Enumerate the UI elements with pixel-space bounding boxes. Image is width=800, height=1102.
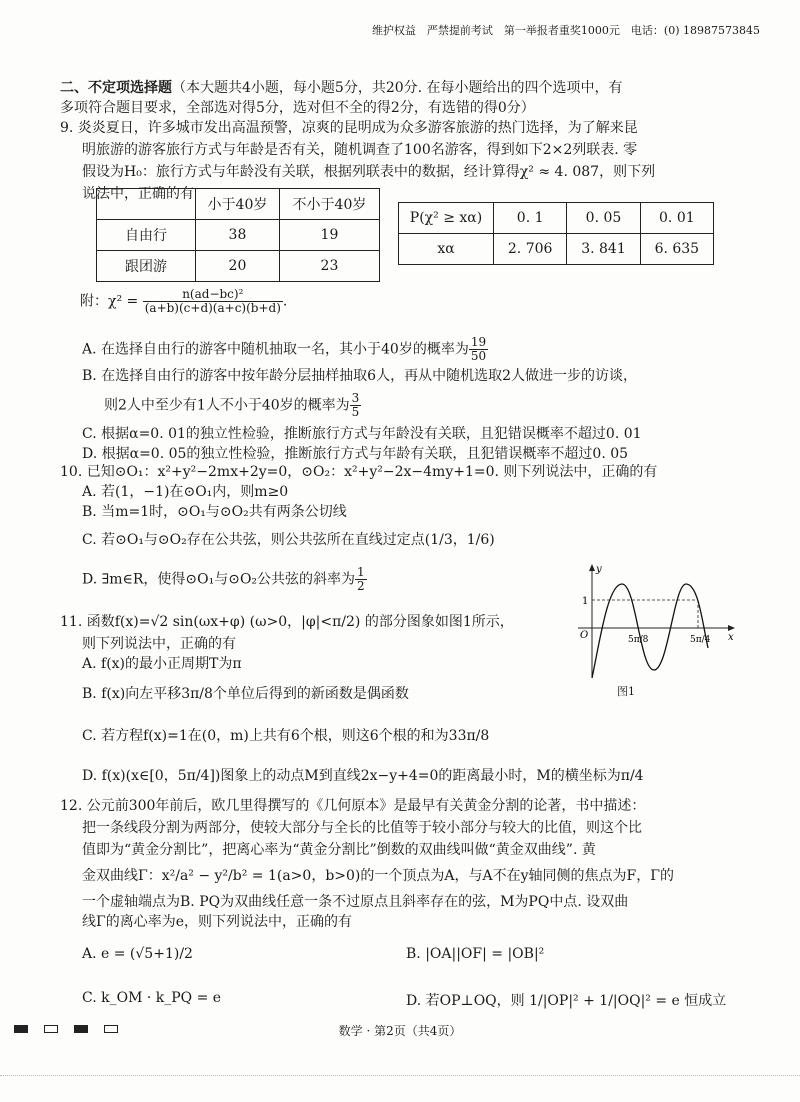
q12-stem-6: 线Γ的离心率为e，则下列说法中，正确的有 [82, 914, 352, 930]
q9-option-a [82, 336, 760, 363]
fraction-num: 1 [357, 565, 365, 579]
q12-stem-5: 一个虚轴端点为B. PQ为双曲线任意一条不过原点且斜率存在的弦，M为PQ中点. 设双曲 [82, 894, 629, 910]
formula-numerator: n(ad−bc)² [143, 288, 283, 302]
fraction-den: 50 [470, 349, 487, 363]
table-row [399, 234, 714, 265]
table-row [97, 189, 380, 220]
origin-label: O [580, 630, 589, 641]
x-label: x [728, 632, 734, 643]
header-notice: 维护权益 严禁提前考试 第一举报者重奖1000元 电话：(0) 18987573845 [371, 24, 760, 37]
option-fraction [355, 566, 367, 593]
sine-curve [592, 584, 708, 678]
critical-value-table [398, 202, 714, 265]
y-label: y [596, 564, 602, 575]
table-cell: 0. 05 [567, 203, 640, 234]
fraction-num: 3 [351, 391, 360, 405]
option-point: (1/3，1/6) [424, 532, 495, 548]
table-cell: 3. 841 [567, 234, 640, 265]
table-cell: P(χ² ≥ xα) [399, 203, 494, 234]
one-label: 1 [582, 596, 589, 607]
table-row [399, 203, 714, 234]
q11-option-b: B. f(x)向左平移3π/8个单位后得到的新函数是偶函数 [82, 686, 409, 702]
q11-stem-2: 则下列说法中，正确的有 [82, 636, 236, 652]
q11-stem-1: 11. 函数f(x)=√2 sin(ωx+φ) (ω>0，|φ|<π/2) 的部分图象如图1所示， [60, 614, 514, 630]
q12-option-d: D. 若OP⊥OQ，则 1/|OP|² + 1/|OQ|² = e 恒成立 [406, 993, 727, 1009]
figure-caption: 图1 [617, 685, 635, 698]
table-header: 小于40岁 [196, 189, 280, 220]
table-cell: xα [399, 234, 494, 265]
section-desc-2: 多项符合题目要求，全部选对得5分，选对但不全的得2分，有选错的得0分） [60, 100, 535, 116]
fraction-den: 2 [357, 579, 365, 593]
option-text: A. 在选择自由行的游客中随机抽取一名，其小于40岁的概率为 [82, 341, 469, 358]
q12-option-b: B. |OA||OF| = |OB|² [406, 946, 545, 962]
x-axis-arrow [728, 625, 735, 631]
q11-option-d: D. f(x)(x∈[0，5π/4])图象上的动点M到直线2x−y+4=0的距离最小时，M的横坐标为π/4 [82, 768, 644, 784]
q12-option-c: C. k_OM · k_PQ = e [82, 990, 222, 1006]
formula-denominator: (a+b)(c+d)(a+c)(b+d) [144, 301, 281, 315]
q12-stem-2: 把一条线段分割为两部分，使较大部分与全长的比值等于较小部分与较大的比值，则这个比 [82, 820, 642, 836]
tick-5pi-8: 5π/8 [628, 635, 649, 645]
q10-option-a: A. 若(1，−1)在⊙O₁内，则m≥0 [82, 484, 289, 500]
table-cell: 19 [279, 220, 379, 251]
q10-option-c [82, 530, 760, 550]
table-cell: 0. 01 [640, 203, 713, 234]
tick-5pi-4: 5π/4 [690, 635, 711, 645]
table-row [97, 220, 380, 251]
option-fraction [350, 392, 362, 419]
q11-option-c: C. 若方程f(x)=1在(0，m)上共有6个根，则这6个根的和为33π/8 [82, 728, 490, 744]
table-cell: 20 [196, 251, 280, 282]
table-cell: 2. 706 [494, 234, 567, 265]
option-text: D. ∃m∈R，使得⊙O₁与⊙O₂公共弦的斜率为 [82, 571, 356, 588]
option-fraction [469, 336, 488, 363]
q10-stem: 10. 已知⊙O₁：x²+y²−2mx+2y=0，⊙O₂：x²+y²−2x−4my+1=0. 则下列说法中，正确的有 [60, 464, 658, 480]
q9-stem-4: 说法中，正确的有 [82, 186, 194, 202]
q9-option-d: D. 根据α=0. 05的独立性检验，推断旅行方式与年龄有关联，且犯错误概率不超过0. 05 [82, 446, 629, 462]
q12-option-a: A. e = (√5+1)/2 [82, 946, 193, 962]
sine-graph-figure [570, 560, 740, 682]
q9-option-c: C. 根据α=0. 01的独立性检验，推断旅行方式与年龄没有关联，且犯错误概率不超过0. 01 [82, 426, 642, 442]
q9-option-b-2 [104, 392, 760, 419]
page-number: 数学 · 第2页（共4页） [338, 1024, 462, 1038]
table-cell: 23 [279, 251, 379, 282]
formula-fraction [143, 288, 283, 315]
table-cell: 6. 635 [640, 234, 713, 265]
scan-edge-divider [0, 1075, 800, 1080]
q9-stem-2: 明旅游的游客旅行方式与年龄是否有关，随机调查了100名游客，得到如下2×2列联表. 零 [82, 142, 638, 158]
contingency-table [96, 188, 380, 282]
q10-option-b: B. 当m=1时，⊙O₁与⊙O₂共有两条公切线 [82, 504, 347, 520]
fraction-num: 19 [470, 335, 487, 349]
q12-stem-4: 金双曲线Γ：x²/a² − y²/b² = 1(a>0，b>0)的一个顶点为A，与A不在y轴同侧的焦点为F，Γ的 [82, 868, 674, 884]
table-cell: 0. 1 [494, 203, 567, 234]
q12-stem-3: 值即为“黄金分割比”，把离心率为“黄金分割比”倒数的双曲线叫做“黄金双曲线”. 黄 [82, 842, 596, 858]
formula-prefix: 附：χ² = [80, 293, 139, 310]
section-header [60, 78, 760, 98]
table-cell: 38 [196, 220, 280, 251]
table-cell: 跟团游 [97, 251, 196, 282]
q12-stem-1: 12. 公元前300年前后，欧几里得撰写的《几何原本》是最早有关黄金分割的论著，书中描述： [60, 798, 646, 814]
section-desc-1: （本大题共4小题，每小题5分，共20分. 在每小题给出的四个选项中，有 [172, 80, 623, 96]
q11-option-a: A. f(x)的最小正周期T为π [82, 656, 242, 672]
table-cell [97, 189, 196, 220]
section-title: 二、不定项选择题 [60, 80, 172, 96]
q9-stem-3: 假设为H₀：旅行方式与年龄没有关联，根据列联表中的数据，经计算得χ² ≈ 4. 087，则下列 [82, 164, 656, 180]
option-text: C. 若⊙O₁与⊙O₂存在公共弦，则公共弦所在直线过定点 [82, 532, 425, 548]
table-header: 不小于40岁 [279, 189, 379, 220]
option-text: 则2人中至少有1人不小于40岁的概率为 [104, 397, 350, 414]
q9-option-b-1: B. 在选择自由行的游客中按年龄分层抽样抽取6人，再从中随机选取2人做进一步的访谈， [82, 368, 638, 384]
chi-square-formula: 附：χ² = $\frac{\text{n(ad−bc)²}}{(a+b)(c+d)(a+c)(b+d)}$ . [80, 287, 288, 315]
fraction-den: 5 [351, 405, 360, 419]
y-axis-arrow [589, 564, 595, 571]
table-row [97, 251, 380, 282]
table-cell: 自由行 [97, 220, 196, 251]
q9-stem-1: 9. 炎炎夏日，许多城市发出高温预警，凉爽的昆明成为众多游客旅游的热门选择，为了解来昆 [60, 120, 638, 136]
